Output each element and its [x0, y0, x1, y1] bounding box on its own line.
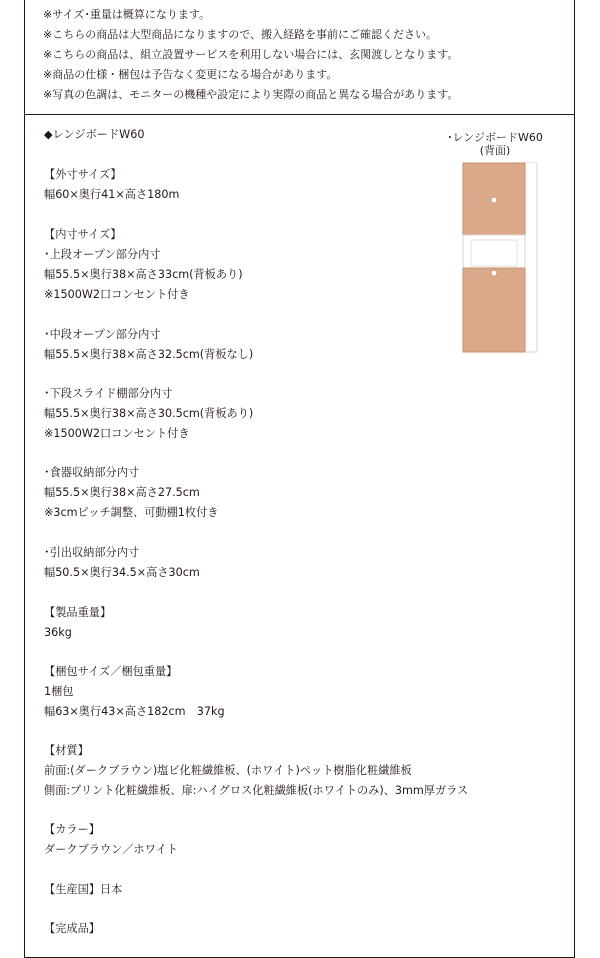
spec-line: ･下段スライド棚部分内寸 — [44, 387, 173, 400]
range-board-back-illustration — [461, 162, 539, 354]
spec-heading: 【生産国】日本 — [44, 883, 123, 896]
spec-line: 幅63×奥行43×高さ182cm 37kg — [44, 705, 225, 718]
note-line: ※サイズ･重量は概算になります。 — [43, 8, 210, 21]
lower-panel-hole-icon — [491, 270, 497, 276]
notes-box — [24, 0, 575, 115]
note-line: ※商品の仕様・梱包は予告なく変更になる場合があります。 — [43, 68, 338, 81]
spec-line: ダークブラウン／ホワイト — [44, 843, 178, 856]
spec-heading: 【製品重量】 — [44, 606, 112, 619]
note-line: ※写真の色調は、モニターの機種や設定により実際の商品と異なる場合があります。 — [43, 88, 459, 101]
spec-line: ･食器収納部分内寸 — [44, 466, 140, 479]
spec-heading: 【完成品】 — [44, 922, 100, 935]
spec-line: 前面:(ダークブラウン)塩ビ化粧繊維板、(ホワイト)ペット樹脂化粧繊維板 — [44, 764, 412, 777]
spec-line: 幅55.5×奥行38×高さ32.5cm(背板なし) — [44, 348, 254, 361]
spec-line: 幅50.5×奥行34.5×高さ30cm — [44, 566, 200, 579]
spec-line: 幅60×奥行41×高さ180m — [44, 188, 180, 201]
spec-heading: 【内寸サイズ】 — [44, 228, 122, 241]
upper-panel-hole-icon — [491, 197, 497, 203]
open-section-inner — [471, 240, 517, 266]
cabinet-lower-panel — [463, 268, 525, 352]
spec-line: ･引出収納部分内寸 — [44, 546, 140, 559]
spec-line: 側面:プリント化粧繊維板、扉:ハイグロス化粧繊維板(ホワイトのみ)、3mm厚ガラス — [44, 784, 469, 797]
spec-heading: 【梱包サイズ／梱包重量】 — [44, 665, 178, 678]
spec-line: 36kg — [44, 626, 72, 639]
spec-line: 1梱包 — [44, 685, 74, 698]
product-image-label: ･レンジボードW60 — [447, 131, 543, 144]
spec-line: ※1500W2口コンセント付き — [44, 427, 190, 440]
product-title: ◆レンジボードW60 — [44, 128, 145, 141]
product-image-sublabel: (背面) — [479, 144, 511, 157]
spec-heading: 【材質】 — [44, 744, 89, 757]
spec-line: 幅55.5×奥行38×高さ27.5cm — [44, 486, 200, 499]
spec-line: ※1500W2口コンセント付き — [44, 288, 190, 301]
spec-heading: 【外寸サイズ】 — [44, 168, 122, 181]
spec-line: ･上段オープン部分内寸 — [44, 248, 161, 261]
spec-line: ※3cmピッチ調整、可動棚1枚付き — [44, 506, 219, 519]
spec-heading: 【カラー】 — [44, 823, 100, 836]
spec-line: 幅55.5×奥行38×高さ30.5cm(背板あり) — [44, 407, 254, 420]
note-line: ※こちらの商品は大型商品になりますので、搬入経路を事前にご確認ください。 — [43, 28, 437, 41]
spec-line: ･中段オープン部分内寸 — [44, 328, 161, 341]
note-line: ※こちらの商品は、組立設置サービスを利用しない場合には、玄関渡しとなります。 — [43, 48, 459, 61]
spec-line: 幅55.5×奥行38×高さ33cm(背板あり) — [44, 268, 243, 281]
